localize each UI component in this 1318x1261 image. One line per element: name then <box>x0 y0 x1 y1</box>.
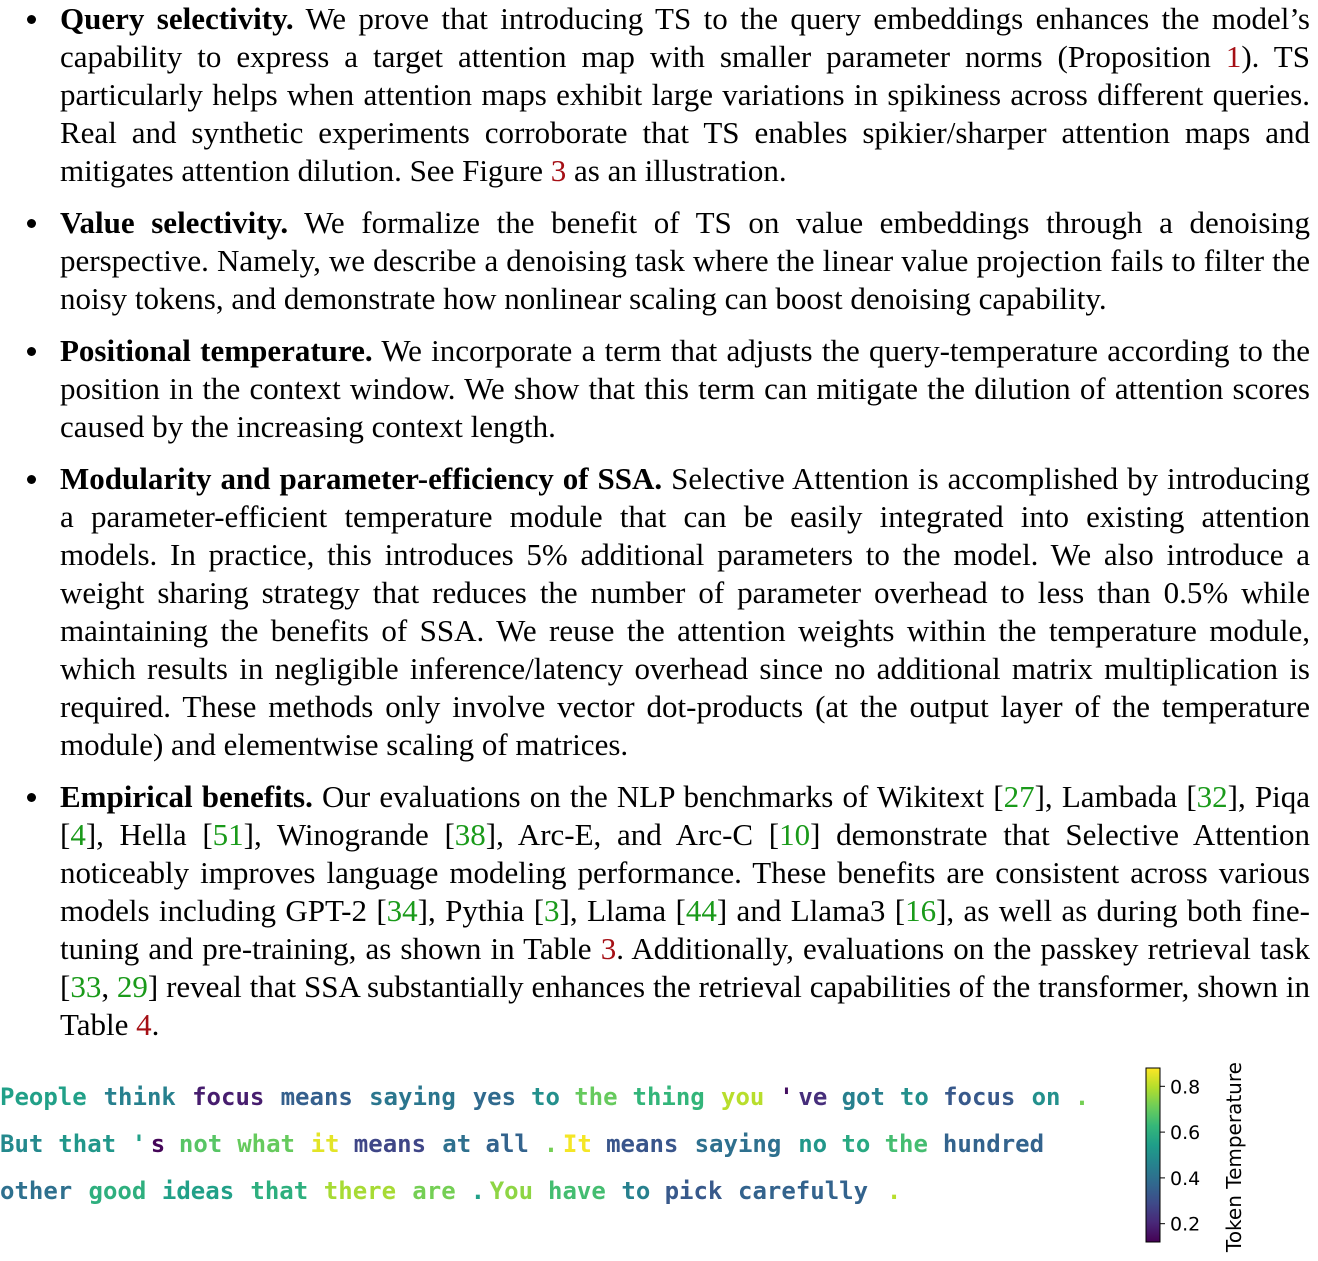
token: other <box>0 1177 73 1205</box>
body-text: ], Arc-E, and Arc-C [ <box>485 817 780 852</box>
token: the <box>884 1130 928 1158</box>
token: ' <box>131 1130 147 1158</box>
body-text: ], Pythia [ <box>417 893 545 928</box>
token: means <box>606 1130 679 1158</box>
token: carefully <box>738 1177 869 1205</box>
token: . <box>886 1177 902 1205</box>
token: ' <box>779 1083 794 1111</box>
body-text: ], Piqa [ <box>60 779 1311 852</box>
bullet-heading: Positional temperature. <box>60 333 373 368</box>
bullet-item <box>0 460 1310 764</box>
cross-reference-link[interactable]: 4 <box>136 1007 152 1042</box>
token: to <box>531 1083 560 1111</box>
colorbar <box>1140 1066 1290 1246</box>
bullet-heading: Value selectivity. <box>60 205 289 240</box>
citation-link[interactable]: 16 <box>905 893 937 928</box>
citation-link[interactable]: 32 <box>1196 779 1228 814</box>
body-text: ], Llama [ <box>559 893 686 928</box>
token: focus <box>192 1083 265 1111</box>
token: . <box>1074 1083 1090 1111</box>
body-text: . <box>151 1007 160 1042</box>
bullet-dot <box>27 793 36 802</box>
token: all <box>485 1130 529 1158</box>
token: it <box>310 1130 340 1158</box>
body-text: , <box>101 969 117 1004</box>
bullet-dot <box>27 347 36 356</box>
body-text: Selective Attention is accomplished by introducing a parameter-efficient temperature module that can be easily integrated into existing attention models. In practice, this introduces 5% additional parameters to the model. We also introduce a weight sharing strategy that reduces the number of parameter overhead to less than 0.5% while maintaining the benefits of SSA. We reuse the attention weights within the temperature module, which results in negligible inference/latency overhead since no additional matrix multiplication is required. These methods only involve vector dot-products (at the output layer of the temperature module) and elementwise scaling of matrices. <box>60 461 1310 762</box>
bullet-item <box>0 778 1310 1044</box>
token: yes <box>472 1083 517 1111</box>
token: . <box>470 1177 486 1205</box>
bullet-item <box>0 0 1310 190</box>
token: think <box>103 1083 176 1111</box>
body-text: ] demonstrate that Selective Attention noticeably improves language modeling performance. These benefits are consistent across various models including GPT-2 [ <box>60 817 1311 928</box>
token: that <box>58 1130 117 1158</box>
token: on <box>1031 1083 1061 1111</box>
token: You <box>489 1177 534 1205</box>
bullet-heading: Modularity and parameter-efficiency of SSA. <box>60 461 663 496</box>
bullet-item <box>0 332 1310 446</box>
token: s <box>150 1130 166 1158</box>
body-text: We formalize the benefit of TS on value embeddings through a denoising perspective. Namely, we describe a denoising task where the linear value projection fails to filter the noisy tokens, and demonstrate how nonlinear scaling can boost denoising capability. <box>60 205 1310 316</box>
token: no <box>798 1130 828 1158</box>
token: what <box>237 1130 295 1158</box>
body-text: ] and Llama3 [ <box>716 893 906 928</box>
bullet-dot <box>27 15 36 24</box>
citation-link[interactable]: 51 <box>212 817 244 852</box>
colorbar-tick-label: 0.2 <box>1170 1213 1201 1236</box>
token: there <box>323 1177 397 1205</box>
token: to <box>899 1083 929 1111</box>
citation-link[interactable]: 27 <box>1003 779 1035 814</box>
token: It <box>562 1130 592 1158</box>
colorbar-gradient <box>1146 1068 1160 1242</box>
token: that <box>250 1177 309 1205</box>
token: to <box>841 1130 871 1158</box>
token: saying <box>694 1130 782 1158</box>
token: ve <box>798 1083 828 1111</box>
body-text: . Additionally, evaluations on the passkey retrieval task [ <box>60 931 1310 1004</box>
colorbar-tick-label: 0.4 <box>1170 1167 1201 1190</box>
token: ideas <box>161 1177 235 1205</box>
bullet-heading: Empirical benefits. <box>60 779 313 814</box>
body-text: ). TS particularly helps when attention maps exhibit large variations in spikiness across different queries. Real and synthetic experiments corroborate that TS enables spikier/sharper attention maps and mitigates attention dilution. See Figure <box>60 39 1310 188</box>
bullet-heading: Query selectivity. <box>60 1 294 36</box>
body-text: as an illustration. <box>566 153 787 188</box>
citation-link[interactable]: 10 <box>779 817 811 852</box>
token: not <box>178 1130 223 1158</box>
bullet-dot <box>27 475 36 484</box>
token: thing <box>632 1083 705 1111</box>
token: . <box>543 1130 559 1158</box>
body-text: ], as well as during both fine-tuning and pre-training, as shown in Table <box>60 893 1310 966</box>
token: are <box>412 1177 456 1205</box>
citation-link[interactable]: 44 <box>685 893 717 928</box>
token-temperature-visualization <box>0 1060 1120 1240</box>
body-text: We prove that introducing TS to the query embeddings enhances the model’s capability to express a target attention map with smaller parameter norms (Proposition <box>60 1 1310 74</box>
token: to <box>621 1177 651 1205</box>
citation-link[interactable]: 38 <box>454 817 486 852</box>
token: means <box>280 1083 353 1111</box>
cross-reference-link[interactable]: 3 <box>550 153 567 188</box>
citation-link[interactable]: 4 <box>70 817 86 852</box>
body-text: ], Lambada [ <box>1034 779 1197 814</box>
body-text: ] reveal that SSA substantially enhances the retrieval capabilities of the transformer, shown in Table <box>60 969 1310 1042</box>
colorbar-tick-label: 0.8 <box>1170 1076 1201 1099</box>
bullet-item <box>0 204 1310 318</box>
token: focus <box>943 1083 1016 1111</box>
citation-link[interactable]: 33 <box>70 969 102 1004</box>
citation-link[interactable]: 3 <box>544 893 560 928</box>
token: have <box>548 1177 606 1205</box>
cross-reference-link[interactable]: 1 <box>1225 39 1242 74</box>
token: pick <box>664 1177 723 1205</box>
token: means <box>353 1130 427 1158</box>
cross-reference-link[interactable]: 3 <box>600 931 617 966</box>
token: good <box>88 1177 147 1205</box>
token: at <box>442 1130 472 1158</box>
body-text: ], Winogrande [ <box>243 817 455 852</box>
token: hundred <box>942 1130 1045 1158</box>
token: But <box>0 1130 44 1158</box>
bullet-dot <box>27 219 36 228</box>
colorbar-tick-label: 0.6 <box>1170 1122 1201 1145</box>
token: saying <box>369 1083 456 1111</box>
token: the <box>574 1083 618 1111</box>
body-text: ], Hella [ <box>85 817 213 852</box>
token: got <box>841 1083 885 1111</box>
colorbar-label: Token Temperature <box>1222 1062 1246 1252</box>
citation-link[interactable]: 34 <box>386 893 418 928</box>
token: you <box>721 1083 765 1111</box>
body-text: We incorporate a term that adjusts the query-temperature according to the position in the context window. We show that this term can mitigate the dilution of attention scores caused by the increasing context length. <box>60 333 1310 444</box>
citation-link[interactable]: 29 <box>116 969 148 1004</box>
token: People <box>0 1083 87 1111</box>
body-text: Our evaluations on the NLP benchmarks of Wikitext [ <box>312 779 1004 814</box>
